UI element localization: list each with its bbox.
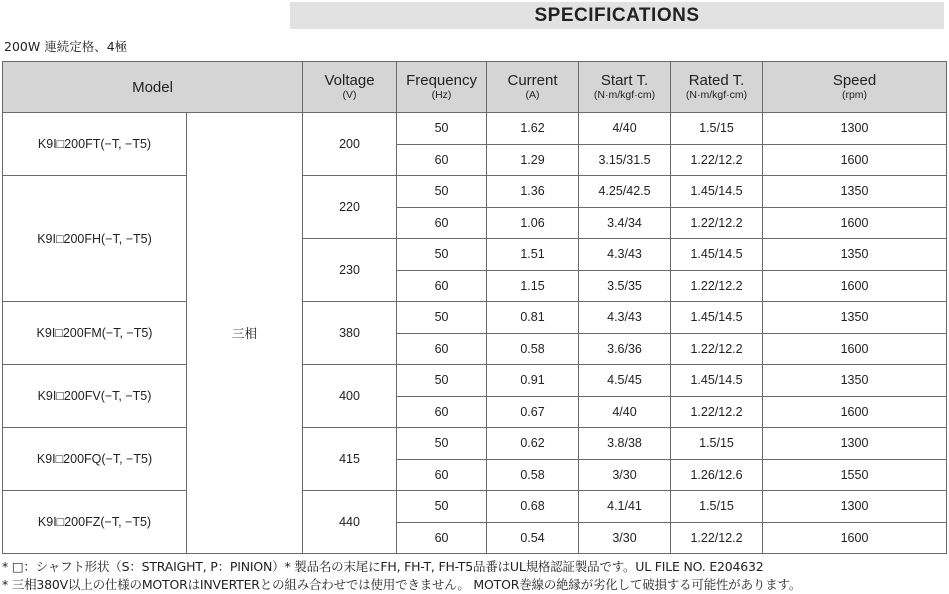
current-cell: 1.15	[487, 270, 579, 302]
frequency-cell: 50	[397, 428, 487, 460]
voltage-cell: 220	[303, 176, 397, 239]
rated-torque-cell: 1.26/12.6	[671, 459, 763, 491]
current-cell: 0.67	[487, 396, 579, 428]
start-torque-cell: 4/40	[579, 396, 671, 428]
header-row	[3, 62, 947, 113]
header-voltage-label: Voltage	[324, 72, 375, 89]
frequency-cell: 60	[397, 333, 487, 365]
current-cell: 1.29	[487, 144, 579, 176]
current-cell: 0.68	[487, 491, 579, 523]
speed-cell: 1600	[763, 207, 947, 239]
rated-torque-cell: 1.22/12.2	[671, 207, 763, 239]
speed-cell: 1350	[763, 365, 947, 397]
rated-torque-cell: 1.45/14.5	[671, 365, 763, 397]
current-cell: 1.62	[487, 113, 579, 145]
speed-cell: 1300	[763, 491, 947, 523]
current-cell: 1.51	[487, 239, 579, 271]
frequency-cell: 50	[397, 365, 487, 397]
start-torque-cell: 3/30	[579, 459, 671, 491]
table-row	[3, 113, 947, 145]
header-start-torque-unit: (N·m/kgf·cm)	[593, 89, 656, 101]
start-torque-cell: 3/30	[579, 522, 671, 554]
speed-cell: 1600	[763, 270, 947, 302]
frequency-cell: 60	[397, 522, 487, 554]
speed-cell: 1600	[763, 333, 947, 365]
current-cell: 1.36	[487, 176, 579, 208]
header-rated-torque	[671, 62, 763, 113]
rated-torque-cell: 1.45/14.5	[671, 302, 763, 334]
header-current-label: Current	[507, 72, 558, 89]
rated-torque-cell: 1.45/14.5	[671, 239, 763, 271]
start-torque-cell: 4.3/43	[579, 239, 671, 271]
start-torque-cell: 4.3/43	[579, 302, 671, 334]
speed-cell: 1350	[763, 176, 947, 208]
frequency-cell: 50	[397, 239, 487, 271]
header-voltage	[303, 62, 397, 113]
speed-cell: 1350	[763, 239, 947, 271]
speed-cell: 1600	[763, 396, 947, 428]
current-cell: 1.06	[487, 207, 579, 239]
rated-torque-cell: 1.22/12.2	[671, 144, 763, 176]
subtitle: 200W 連続定格、4極	[4, 39, 128, 54]
frequency-cell: 60	[397, 144, 487, 176]
footnote-shaft-ul: * □：シャフト形状（S：STRAIGHT, P：PINION）* 製品名の末尾にFH, FH-T, FH-T5品番はUL規格認証製品です。UL FILE NO. E204632	[2, 559, 764, 574]
rated-torque-cell: 1.22/12.2	[671, 396, 763, 428]
voltage-cell: 415	[303, 428, 397, 491]
header-speed	[763, 62, 947, 113]
speed-cell: 1350	[763, 302, 947, 334]
table-row	[3, 428, 947, 460]
start-torque-cell: 3.15/31.5	[579, 144, 671, 176]
current-cell: 0.81	[487, 302, 579, 334]
frequency-cell: 50	[397, 491, 487, 523]
title-bar	[290, 2, 944, 29]
speed-cell: 1300	[763, 428, 947, 460]
header-voltage-unit: (V)	[342, 89, 357, 101]
frequency-cell: 60	[397, 396, 487, 428]
start-torque-cell: 4/40	[579, 113, 671, 145]
header-rated-torque-unit: (N·m/kgf·cm)	[685, 89, 748, 101]
header-rated-torque-label: Rated T.	[688, 72, 745, 89]
speed-cell: 1300	[763, 113, 947, 145]
speed-cell: 1600	[763, 144, 947, 176]
header-speed-unit: (rpm)	[841, 89, 868, 101]
frequency-cell: 60	[397, 270, 487, 302]
table-row	[3, 176, 947, 208]
model-cell: K9I□200FQ(−T, −T5)	[3, 428, 187, 491]
start-torque-cell: 3.5/35	[579, 270, 671, 302]
model-cell: K9I□200FZ(−T, −T5)	[3, 491, 187, 554]
rated-torque-cell: 1.22/12.2	[671, 522, 763, 554]
header-speed-label: Speed	[832, 72, 877, 89]
header-current	[487, 62, 579, 113]
header-model-label: Model	[132, 78, 173, 96]
start-torque-cell: 4.1/41	[579, 491, 671, 523]
header-frequency-unit: (Hz)	[431, 89, 452, 101]
model-cell: K9I□200FH(−T, −T5)	[3, 176, 187, 302]
model-cell: K9I□200FM(−T, −T5)	[3, 302, 187, 365]
current-cell: 0.62	[487, 428, 579, 460]
phase-cell: 三相	[187, 113, 303, 554]
header-start-torque-label: Start T.	[600, 72, 649, 89]
table-row	[3, 302, 947, 334]
start-torque-cell: 4.25/42.5	[579, 176, 671, 208]
page-title: SPECIFICATIONS	[534, 5, 700, 26]
header-model	[3, 62, 303, 113]
start-torque-cell: 3.8/38	[579, 428, 671, 460]
rated-torque-cell: 1.5/15	[671, 491, 763, 523]
frequency-cell: 50	[397, 113, 487, 145]
voltage-cell: 230	[303, 239, 397, 302]
frequency-cell: 60	[397, 459, 487, 491]
voltage-cell: 380	[303, 302, 397, 365]
current-cell: 0.58	[487, 333, 579, 365]
header-start-torque	[579, 62, 671, 113]
rated-torque-cell: 1.22/12.2	[671, 270, 763, 302]
frequency-cell: 60	[397, 207, 487, 239]
spec-table	[2, 61, 947, 554]
model-cell: K9I□200FV(−T, −T5)	[3, 365, 187, 428]
header-current-unit: (A)	[525, 89, 540, 101]
current-cell: 0.91	[487, 365, 579, 397]
rated-torque-cell: 1.5/15	[671, 428, 763, 460]
header-frequency	[397, 62, 487, 113]
rated-torque-cell: 1.45/14.5	[671, 176, 763, 208]
speed-cell: 1600	[763, 522, 947, 554]
table-row	[3, 365, 947, 397]
rated-torque-cell: 1.22/12.2	[671, 333, 763, 365]
start-torque-cell: 3.6/36	[579, 333, 671, 365]
frequency-cell: 50	[397, 176, 487, 208]
speed-cell: 1550	[763, 459, 947, 491]
voltage-cell: 400	[303, 365, 397, 428]
voltage-cell: 200	[303, 113, 397, 176]
start-torque-cell: 3.4/34	[579, 207, 671, 239]
current-cell: 0.58	[487, 459, 579, 491]
footnote-inverter-warning: * 三相380V以上の仕様のMOTORはINVERTERとの組み合わせでは使用できません。 MOTOR巻線の絶縁が劣化して破損する可能性があります。	[2, 577, 802, 592]
model-cell: K9I□200FT(−T, −T5)	[3, 113, 187, 176]
start-torque-cell: 4.5/45	[579, 365, 671, 397]
header-frequency-label: Frequency	[406, 72, 477, 89]
table-row	[3, 491, 947, 523]
rated-torque-cell: 1.5/15	[671, 113, 763, 145]
frequency-cell: 50	[397, 302, 487, 334]
voltage-cell: 440	[303, 491, 397, 554]
current-cell: 0.54	[487, 522, 579, 554]
